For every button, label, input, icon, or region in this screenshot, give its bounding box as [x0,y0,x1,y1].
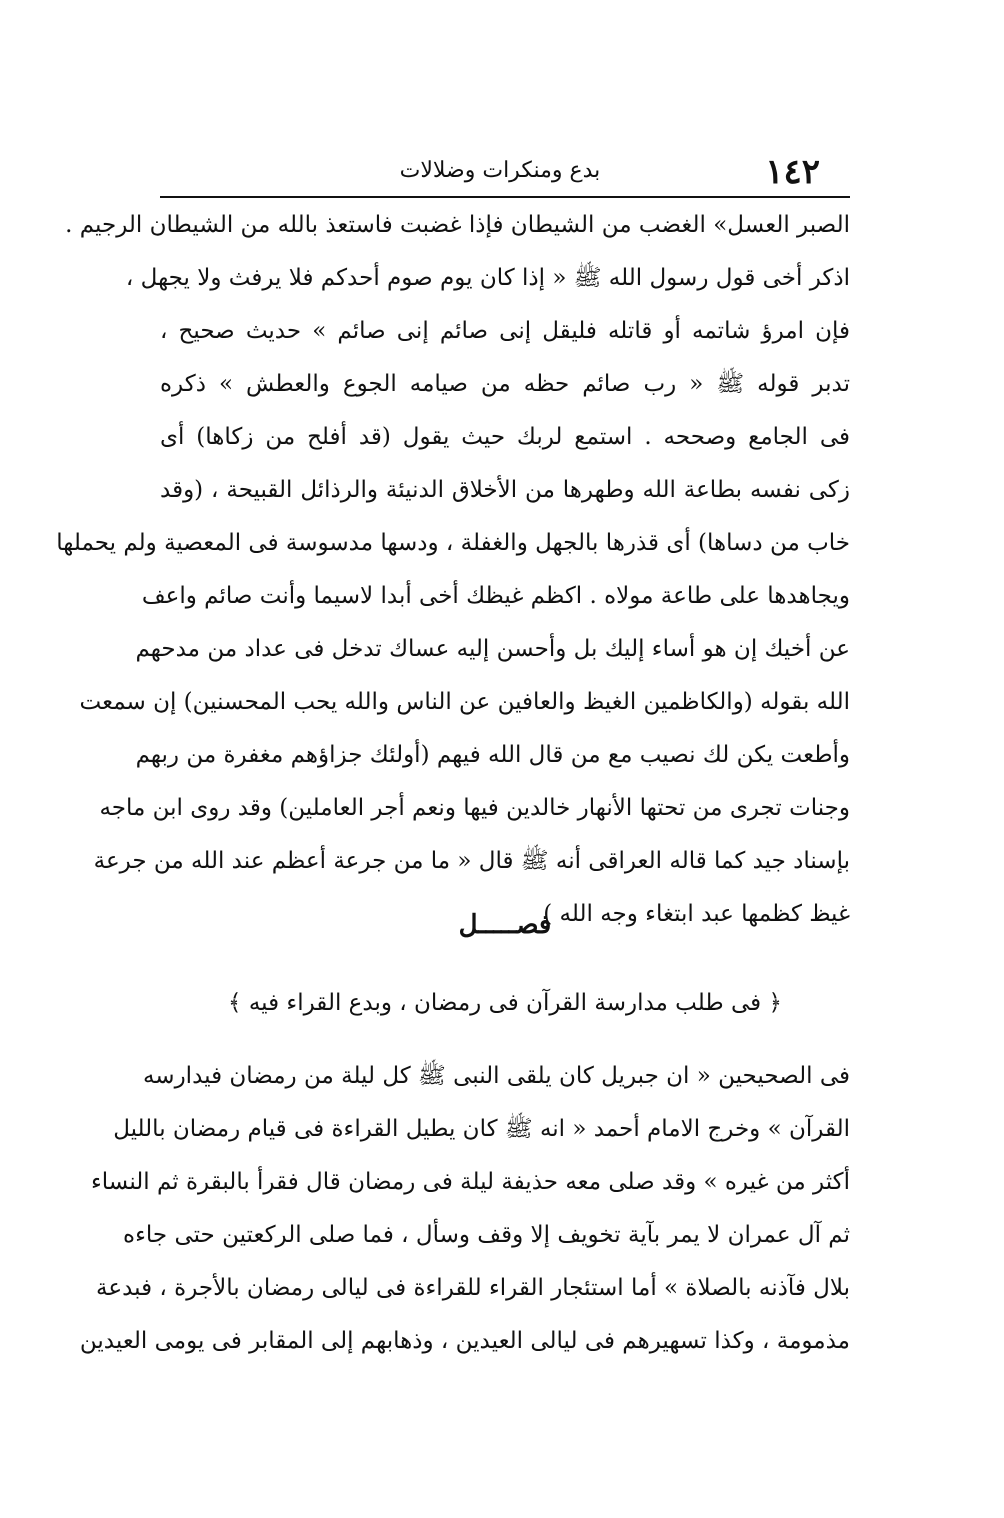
text-line: فى الجامع وصححه . استمع لربك حيث يقول (قد أفلح من زكاها) أى [160,424,850,450]
text-line: ثم آل عمران لا يمر بآية تخويف إلا وقف وسأل ، فما صلى الركعتين حتى جاءه [123,1222,850,1248]
text-line: وأطعت يكن لك نصيب مع من قال الله فيهم (أولئك جزاؤهم مغفرة من ربهم [135,742,850,768]
section-subheading: ﴿ فى طلب مدارسة القرآن فى رمضان ، وبدع القراء فيه ﴾ [228,990,782,1016]
text-line: خاب من دساها) أى قذرها بالجهل والغفلة ، ودسها مدسوسة فى المعصية ولم يحملها [56,530,850,556]
text-line: فى الصحيحين « ان جبريل كان يلقى النبى ﷺ كل ليلة من رمضان فيدارسه [142,1063,850,1089]
header-rule [160,196,850,198]
text-line: فإن امرؤ شاتمه أو قاتله فليقل إنى صائم إنى صائم » حديث صحيح ، [160,318,850,344]
text-line: اذكر أخى قول رسول الله ﷺ « إذا كان يوم صوم أحدكم فلا يرفث ولا يجهل ، [125,265,850,291]
text-line: زكى نفسه بطاعة الله وطهرها من الأخلاق الدنيئة والرذائل القبيحة ، (وقد [160,477,850,503]
text-line: بلال فآذنه بالصلاة » أما استئجار القراء للقراءة فى ليالى رمضان بالأجرة ، فبدعة [96,1275,850,1301]
text-line: بإسناد جيد كما قاله العراقى أنه ﷺ قال « ما من جرعة أعظم عند الله من جرعة [93,848,850,874]
text-line: مذمومة ، وكذا تسهيرهم فى ليالى العيدين ، وذهابهم إلى المقابر فى يومى العيدين [79,1328,850,1354]
running-head [160,150,850,196]
text-line: تدبر قوله ﷺ « رب صائم حظه من صيامه الجوع والعطش » ذكره [160,371,850,397]
text-line: ويجاهدها على طاعة مولاه . اكظم غيظك أخى أبدا لاسيما وأنت صائم واعف [141,583,850,609]
text-line: القرآن » وخرج الامام أحمد « انه ﷺ كان يطيل القراءة فى قيام رمضان بالليل [113,1116,850,1142]
text-line: أكثر من غيره » وقد صلى معه حذيفة ليلة فى رمضان قال فقرأ بالبقرة ثم النساء [90,1169,850,1195]
section-title: فصـــــل [458,910,552,940]
text-line: غيظ كظمها عبد ابتغاء وجه الله ) [543,901,850,927]
text-line: عن أخيك إن هو أساء إليك بل وأحسن إليه عساك تدخل فى عداد من مدحهم [135,636,850,662]
paragraph-1 [56,199,850,941]
page-number: ١٤٢ [765,152,820,192]
running-title: بدع ومنكرات وضلالات [399,158,601,183]
text-line: الصبر العسل» الغضب من الشيطان فإذا غضبت فاستعذ بالله من الشيطان الرجيم . [65,212,850,238]
paragraph-2 [79,1050,850,1368]
text-line: الله بقوله (والكاظمين الغيظ والعافين عن الناس والله يحب المحسنين) إن سمعت [79,689,850,715]
text-line: وجنات تجرى من تحتها الأنهار خالدين فيها ونعم أجر العاملين) وقد روى ابن ماجه [99,795,850,821]
